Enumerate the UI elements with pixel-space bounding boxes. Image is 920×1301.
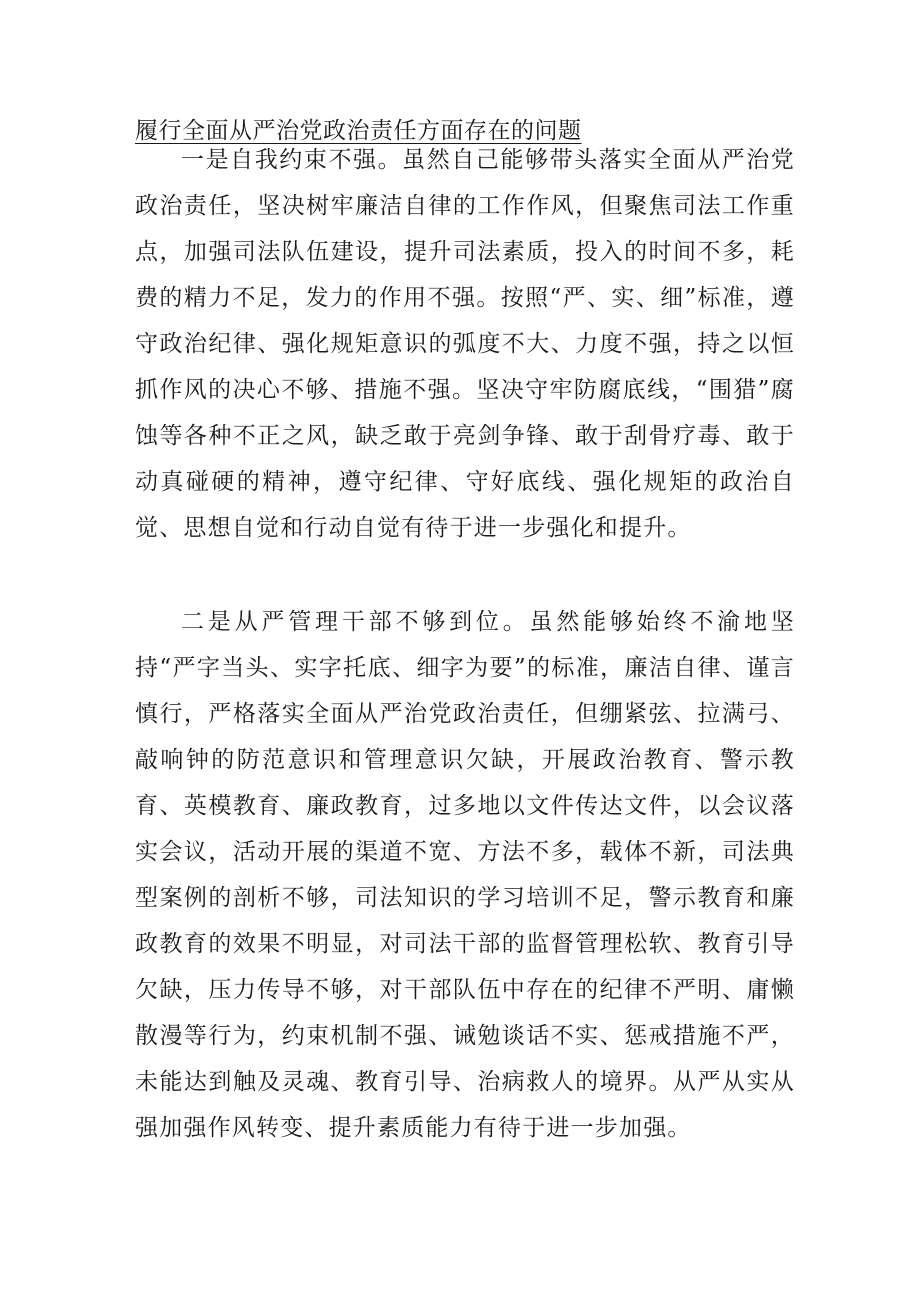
paragraph-self-discipline: 一是自我约束不强。虽然自己能够带头落实全面从严治党政治责任，坚决树牢廉洁自律的工作作风，但聚焦司法工作重点，加强司法队伍建设，提升司法素质，投入的时间不多，耗费的精力不足，发力的作用不强。按照“严、实、细”标准，遵守政治纪律、强化规矩意识的弧度不大、力度不强，持之以恒抓作风的决心不够、措施不强。坚决守牢防腐底线，“围猎”腐蚀等各种不正之风，缺乏敢于亮剑争锋、敢于刮骨疗毒、敢于动真碰硬的精神，遵守纪律、守好底线、强化规矩的政治自觉、思想自觉和行动自觉有待于进一步强化和提升。 bbox=[135, 147, 795, 541]
paragraph-cadre-management: 二是从严管理干部不够到位。虽然能够始终不渝地坚持“严字当头、实字托底、细字为要”的标准，廉洁自律、谨言慎行，严格落实全面从严治党政治责任，但绷紧弦、拉满弓、敲响钟的防范意识和管理意识欠缺，开展政治教育、警示教育、英模教育、廉政教育，过多地以文件传达文件，以会议落实会议，活动开展的渠道不宽、方法不多，载体不新，司法典型案例的剖析不够，司法知识的学习培训不足，警示教育和廉政教育的效果不明显，对司法干部的监督管理松软、教育引导欠缺，压力传导不够，对干部队伍中存在的纪律不严明、庸懒散漫等行为，约束机制不强、诫勉谈话不实、惩戒措施不严，未能达到触及灵魂、教育引导、治病救人的境界。从严从实从强加强作风转变、提升素质能力有待于进一步加强。 bbox=[135, 609, 795, 1141]
document-heading: 履行全面从严治党政治责任方面存在的问题 bbox=[135, 118, 582, 144]
